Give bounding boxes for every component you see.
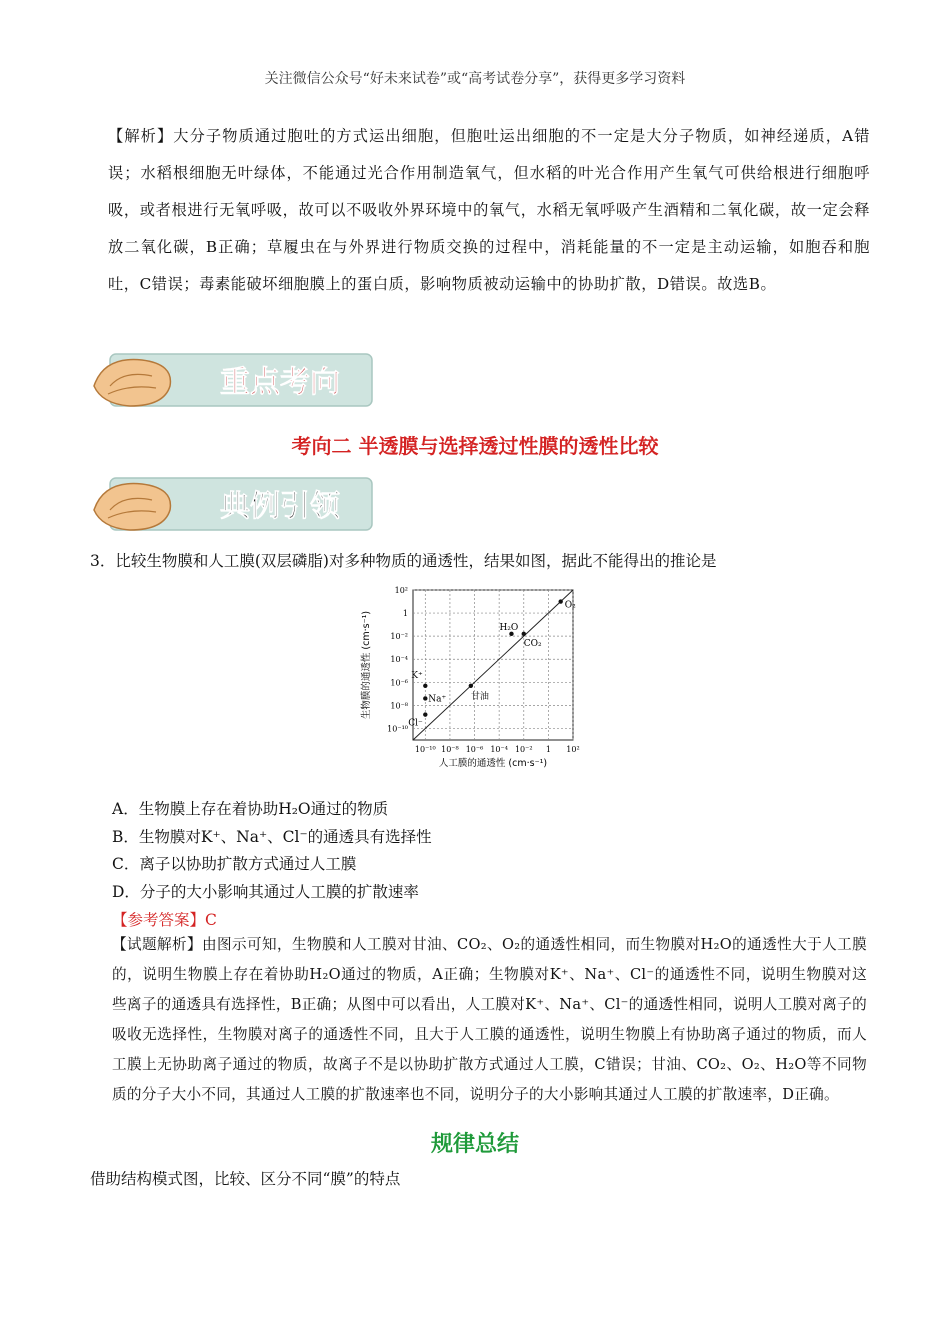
reference-line bbox=[413, 590, 573, 740]
x-tick-label: 10⁻⁶ bbox=[465, 745, 484, 754]
y-tick-label: 10² bbox=[394, 586, 408, 595]
header-notice: 关注微信公众号“好未来试卷”或“高考试卷分享”，获得更多学习资料 bbox=[264, 71, 686, 87]
explanation: 【试题解析】由图示可知，生物膜和人工膜对甘油、CO₂、O₂的通透性相同，而生物膜对H₂O的通透性大于人工膜的，说明生物膜上存在着协助H₂O通过的物质，A正确；生物膜对K⁺、Na⁺、Cl⁻的通透性不同，说明生物膜对这些离子的通透具有选择性，B正确；从图中可以看出，人工膜对K⁺、Na⁺、Cl⁻的通透性相同，说明人工膜对离子的吸收无选择性，生物膜对离子的通透性不同，且大于人工膜的通透性，说明生物膜上有协助离子通过的物质，而人工膜上无协助离子通过的物质，故离子不是以协助扩散方式通过人工膜，C错误；甘油、CO₂、O₂、H₂O等不同物质的分子大小不同，其通过人工膜的扩散速率也不同，说明分子的大小影响其通过人工膜的扩散速率，D正确。 bbox=[112, 936, 867, 1103]
permeability-chart bbox=[355, 582, 595, 788]
point-label: K⁺ bbox=[411, 670, 423, 681]
shell-icon bbox=[94, 484, 170, 530]
analysis-paragraph: 【解析】大分子物质通过胞吐的方式运出细胞，但胞吐运出细胞的不一定是大分子物质，如神经递质，A错误；水稻根细胞无叶绿体，不能通过光合作用制造氧气，但水稻的叶光合作用产生氧气可供给根进行细胞呼吸，或者根进行无氧呼吸，故可以不吸收外界环境中的氧气，水稻无氧呼吸产生酒精和二氧化碳，故一定会释放二氧化碳，B正确；草履虫在与外界进行物质交换的过程中，消耗能量的不一定是主动运输，如胞吞和胞吐，C错误；毒素能破坏细胞膜上的蛋白质，影响物质被动运输中的协助扩散，D错误。故选B。 bbox=[108, 127, 870, 293]
y-tick-label: 10⁻² bbox=[390, 632, 408, 642]
y-tick-label: 10⁻¹⁰ bbox=[387, 724, 408, 734]
point-label: 甘油 bbox=[470, 691, 489, 702]
banner-example bbox=[90, 470, 380, 538]
option-b: B．生物膜对K⁺、Na⁺、Cl⁻的通透具有选择性 bbox=[112, 828, 432, 846]
point-label: CO₂ bbox=[523, 638, 542, 649]
x-tick-label: 10² bbox=[566, 745, 580, 754]
point-label: Na⁺ bbox=[428, 694, 447, 705]
banner-key-direction bbox=[90, 346, 380, 414]
y-axis-label: 生物膜的通透性 (cm·s⁻¹) bbox=[361, 610, 372, 720]
option-c: C．离子以协助扩散方式通过人工膜 bbox=[112, 855, 357, 873]
question-text: 3．比较生物膜和人工膜(双层磷脂)对多种物质的通透性，结果如图，据此不能得出的推论是 bbox=[90, 552, 717, 570]
point-label: Cl⁻ bbox=[408, 718, 423, 729]
point-label: O₂ bbox=[564, 600, 576, 611]
y-tick-label: 10⁻⁸ bbox=[390, 701, 408, 711]
y-tick-label: 10⁻⁶ bbox=[390, 678, 408, 688]
data-point bbox=[522, 632, 526, 636]
point-label: H₂O bbox=[499, 622, 519, 633]
answer bbox=[112, 908, 217, 930]
x-tick-label: 1 bbox=[545, 745, 551, 754]
x-tick-label: 10⁻¹⁰ bbox=[414, 745, 436, 754]
banner-example-text: 典例引领 bbox=[220, 489, 340, 524]
x-tick-label: 10⁻² bbox=[514, 745, 533, 754]
y-tick-label: 10⁻⁴ bbox=[390, 655, 408, 665]
rules-title: 规律总结 bbox=[430, 1132, 519, 1157]
answer-value: C bbox=[205, 911, 217, 929]
data-point bbox=[423, 684, 427, 688]
rules-text: 借助结构模式图，比较、区分不同“膜”的特点 bbox=[90, 1170, 401, 1188]
banner-key-direction-text: 重点考向 bbox=[220, 365, 340, 400]
data-point bbox=[423, 696, 427, 700]
option-d: D．分子的大小影响其通过人工膜的扩散速率 bbox=[112, 883, 419, 901]
data-point bbox=[558, 599, 562, 603]
data-point bbox=[423, 712, 427, 716]
shell-icon bbox=[94, 360, 170, 406]
x-tick-label: 10⁻⁴ bbox=[490, 745, 508, 754]
y-tick-label: 1 bbox=[402, 609, 408, 619]
x-axis-label: 人工膜的通透性 (cm·s⁻¹) bbox=[438, 758, 548, 769]
data-point bbox=[469, 684, 473, 688]
section-title: 考向二 半透膜与选择透过性膜的透性比较 bbox=[291, 434, 659, 458]
option-a: A．生物膜上存在着协助H₂O通过的物质 bbox=[112, 800, 389, 818]
x-tick-label: 10⁻⁸ bbox=[441, 745, 459, 754]
answer-label: 【参考答案】 bbox=[112, 911, 206, 929]
